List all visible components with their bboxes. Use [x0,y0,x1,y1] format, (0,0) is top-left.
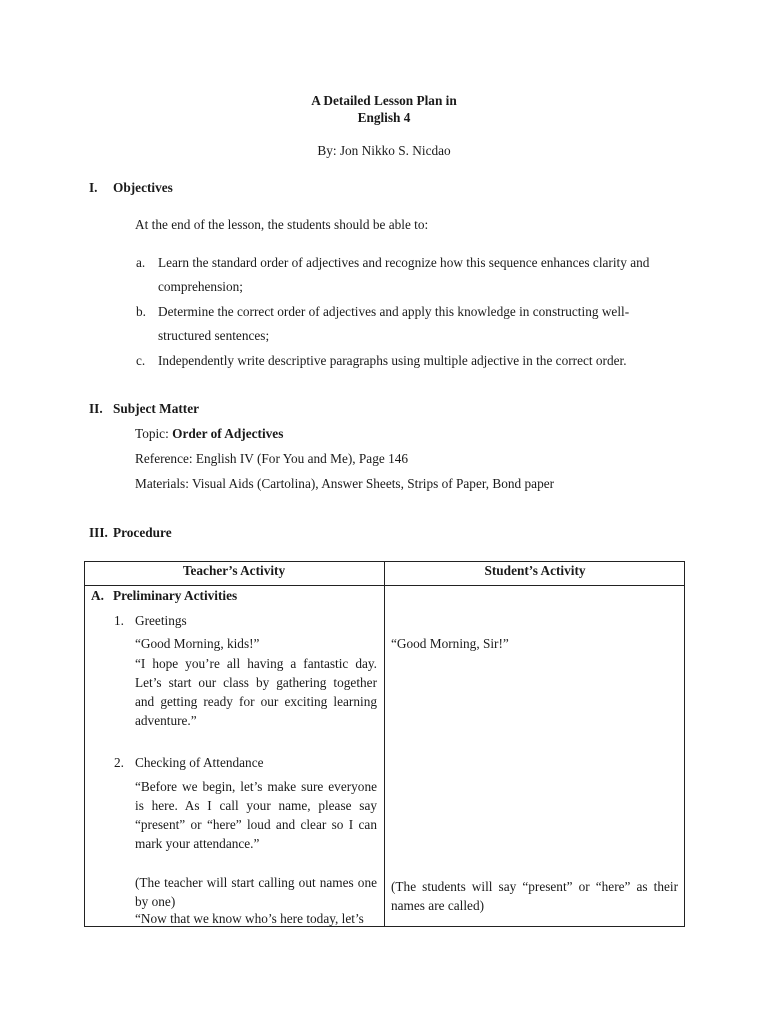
topic-value: Order of Adjectives [172,426,284,441]
objective-b-letter: b. [136,304,146,319]
reference-line: Reference: English IV (For You and Me), Page 146 [135,451,409,466]
teacher-calling-names: (The teacher will start calling out names one by one) [135,875,377,909]
objectives-intro: At the end of the lesson, the students should be able to: [135,217,429,232]
procedure-heading: Procedure [113,525,172,540]
objective-b-line2: structured sentences; [158,328,270,343]
table-header-divider [84,585,685,586]
objective-c-line1: Independently write descriptive paragraphs using multiple adjective in the correct order. [158,353,627,368]
teacher-activity-header: Teacher’s Activity [182,563,286,578]
objective-a-line1: Learn the standard order of adjectives and recognize how this sequence enhances clarity and [158,255,650,270]
topic-label: Topic: [135,426,173,441]
step-1-number: 1. [114,613,124,628]
student-attendance-response: (The students will say “present” or “here” as their names are called) [391,879,678,913]
table-column-divider [384,561,385,927]
teacher-greeting: “Good Morning, kids!” [135,636,260,651]
procedure-number: III. [89,525,108,540]
subject-matter-heading: Subject Matter [113,401,200,416]
author-line: By: Jon Nikko S. Nicdao [317,143,451,158]
section-a-letter: A. [91,588,104,603]
materials-line: Materials: Visual Aids (Cartolina), Answer Sheets, Strips of Paper, Bond paper [135,476,555,491]
objective-a-letter: a. [136,255,146,270]
step-2-title: Checking of Attendance [135,755,264,770]
step-2-number: 2. [114,755,124,770]
step-1-title: Greetings [135,613,187,628]
student-activity-header: Student’s Activity [484,563,586,578]
student-greeting: “Good Morning, Sir!” [391,636,509,651]
objectives-heading: Objectives [113,180,173,195]
topic-line [135,426,283,442]
objective-b-line1: Determine the correct order of adjectives and apply this knowledge in constructing well- [158,304,630,319]
objectives-number: I. [89,180,98,195]
title-line-1: A Detailed Lesson Plan in [311,93,457,108]
objective-a-line2: comprehension; [158,279,243,294]
subject-matter-number: II. [89,401,103,416]
teacher-greeting-paragraph: “I hope you’re all having a fantastic day. Let’s start our class by gathering together and getting ready for our exciting learning adventure.” [135,656,377,728]
teacher-next-line: “Now that we know who’s here today, let’s [135,911,364,926]
section-a-title: Preliminary Activities [113,588,238,603]
title-line-2: English 4 [357,110,411,125]
teacher-attendance-paragraph: “Before we begin, let’s make sure everyone is here. As I call your name, please say “present” or “here” loud and clear so I can mark your attendance.” [135,779,377,851]
objective-c-letter: c. [136,353,146,368]
